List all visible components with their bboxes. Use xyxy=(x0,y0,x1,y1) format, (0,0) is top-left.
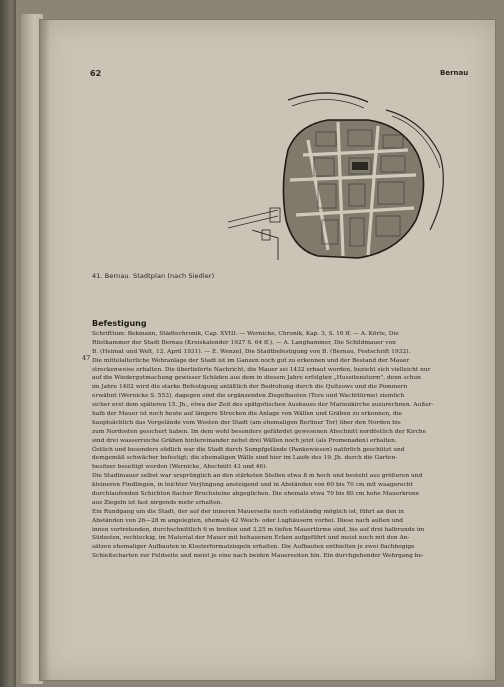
page-number: 62 xyxy=(90,69,102,78)
text-line: Die mittelalterliche Wehranlage der Stadt ist im Ganzen noch gut zu erkennen und der Bestand der Mauer xyxy=(92,357,410,364)
text-line: B. (Heimat und Welt, 12. April 1931). — E. Wenzel, Die Stadtbefestigung von B. (Bernau, Festschrift 1932). xyxy=(92,348,411,355)
body-text xyxy=(92,330,463,561)
text-line: sicher erst dem späteren 15. Jh., etwa der Zeit des spätgotischen Ausbaues der Marienkirche zuzurechnen. Außer- xyxy=(92,402,434,409)
text-line: auf die Wiedergutmachung gewisser Schäden aus dem in diesem Jahre erfolgten „Hussitensturm", denn schon xyxy=(92,375,421,382)
text-line: innen vortretenden, durchschnittlich 6 m breiten und 3,25 m tiefen Mauertürme sind, bis auf drei halbrunde im xyxy=(92,526,425,533)
text-line: sind drei wasserreiche Gräben hintereinander nebst drei Wällen noch jetzt (als Promenaden) erhalten. xyxy=(92,437,397,444)
section-heading: Befestigung xyxy=(92,319,147,328)
book-edge xyxy=(0,0,16,687)
text-line: sätzen ehemaliger Aufbauten in Klosterformatziegeln erhalten. Die Aufbauten enthielten je zwei flachbogige xyxy=(92,544,415,551)
text-line: kleineren Findlingen, in leichter Verjüngung ansteigend und in Abständen von 60 bis 70 cm mit waagerecht xyxy=(92,482,413,489)
text-line: im Jahre 1402 wird die starke Befestigung anläßlich der Bedrohung durch die Quitzows und die Pommern xyxy=(92,384,408,391)
gutter-shadow xyxy=(40,20,50,680)
text-line: Südosten, rechteckig, im Material der Mauer mit behauenen Ecken aufgeführt und meist noch mit den An- xyxy=(92,535,410,542)
text-line: Östlich und besonders südlich war die Stadt durch Sumpfgelände (Pankewiesen) natürlich geschützt und xyxy=(92,446,405,453)
text-line: besitzer beseitigt worden (Wernicke, Abschnitt 43 und 46). xyxy=(92,464,268,471)
text-line: Schrifttum: Bekmann, Städtechronik, Cap. XVIII. — Wernicke, Chronik, Kap. 3, S. 16 ff. — A. Körte, Die xyxy=(92,331,399,337)
text-line: demgemäß schwächer befestigt; die ehemaligen Wälle sind hier im Laufe des 19. Jh. durch die Garten- xyxy=(92,455,398,462)
figure-caption: 41. Bernau. Stadtplan (nach Siedler) xyxy=(92,272,215,280)
text-line: streckenweise erhalten. Die überlieferte Nachricht, die Mauer sei 1432 erbaut worden, bezieht sich vielleicht nur xyxy=(92,366,431,373)
text-line: Die Stadtmauer selbst war ursprünglich an den stärksten Stellen etwa 8 m hoch und besteht aus größeren und xyxy=(92,473,423,480)
text-line: halb der Mauer ist noch heute auf längere Strecken die Anlage von Wällen und Gräben zu erkennen, die xyxy=(92,411,402,418)
text-line: Schießscharten zur Feldseite und meist je eine nach beiden Mauerseiten hin. Ein durchgehender Wehrgang be- xyxy=(92,553,424,560)
text-line: durchlaufenden Schichten flacher Bruchsteine abgeglichen. Die ehemals etwa 70 bis 80 cm hohe Mauerkrone xyxy=(92,491,420,498)
town-plan-map xyxy=(218,80,466,276)
text-line: hauptsächlich das Vorgelände vom Westen der Stadt (am ehemaligen Berliner Tor) über den Norden bis xyxy=(92,419,401,426)
text-line: aus Ziegeln ist fast nirgends mehr erhalten. xyxy=(92,499,223,506)
text-line: Ein Rundgang um die Stadt, der auf der inneren Mauerseite noch vollständig möglich ist, führt an den in xyxy=(92,508,405,515)
text-line: erwähnt (Wernicke S. 553), dagegen sind die ergänzenden Ziegelbauten (Tore und Wachttürme) ziemlich xyxy=(92,393,405,400)
running-title: Bernau xyxy=(440,69,469,77)
text-line: zum Nordosten gesichert haben. Im dem wohl besonders gefährdet gewesenen Abschnitt nordöstlich der Kirche xyxy=(92,428,427,435)
text-line: Rüstkammer der Stadt Bernau (Kreiskalender 1927 S. 64 ff.). — A. Langhammer, Die Schildmauer von xyxy=(92,339,396,346)
text-line: Abständen von 26—28 m angelegten, ehemals 42 Weich- oder Lughäusern vorbei. Diese nach außen und xyxy=(92,517,404,524)
margin-number: 47 xyxy=(82,354,91,362)
